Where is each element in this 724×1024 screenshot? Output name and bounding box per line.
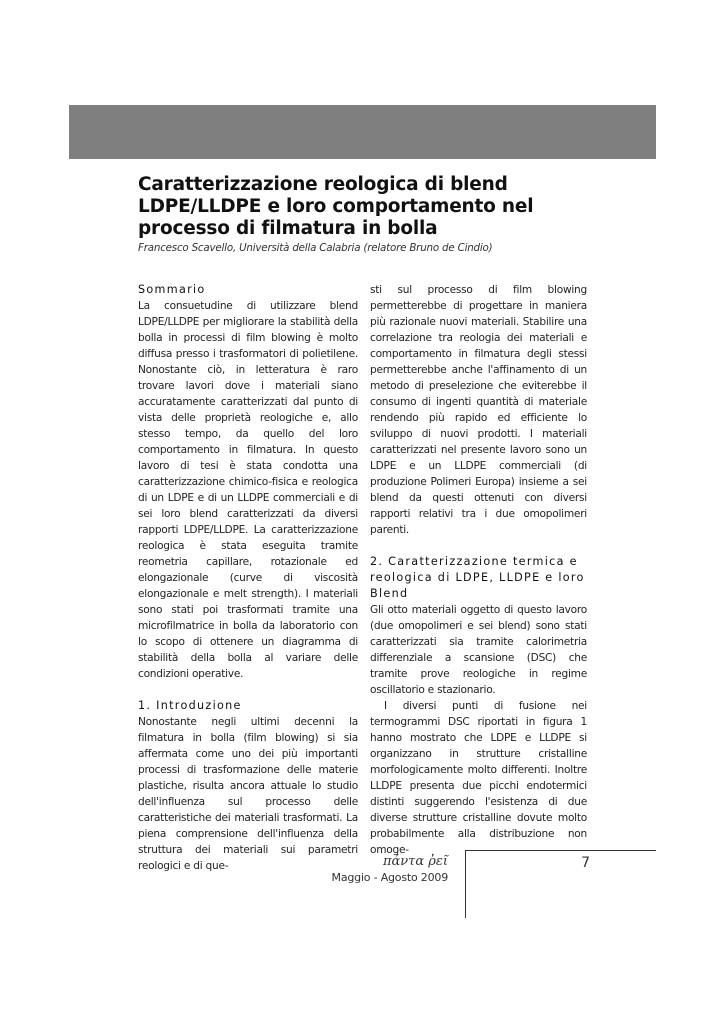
introduzione-text-right: sti sul processo di film blowing permetterebbe di progettare in maniera più razionale nuovi materiali. Stabilire una correlazione tra reologia dei materiali e comportamento in filmatura degli stessi permetterebbe anche l'affinamento di un metodo di preselezione che eviterebbe il consumo di ingenti quantità di materiale rendendo più rapido ed efficiente lo sviluppo di nuovi prodotti. I materiali caratterizzati nel presente lavoro sono un LDPE e un LLDPE commerciali (di produzione Polimeri Europa) insieme a sei blend da questi ottenuti con diversi rapporti relativi tra i due omopolimeri parenti. — [370, 284, 587, 536]
section-heading-sommario: Sommario — [138, 283, 206, 296]
journal-name: πάντα ῥεῖ — [382, 854, 448, 869]
column-left — [138, 282, 358, 874]
sommario-text: La consuetudine di utilizzare blend LDPE/LLDPE per migliorare la stabilità della bolla in processi di film blowing è molto diffusa presso i trasformatori di polietilene. Nonostante ciò, in letteratura è raro trovare lavori dove i materiali siano accuratamente caratterizzati dal punto di vista delle proprietà reologiche e, allo stesso tempo, da quello del loro comportamento in filmatura. In questo lavoro di tesi è stata condotta una caratterizzazione chimico-fisica e reologica di un LDPE e di un LLDPE commerciali e di sei loro blend caratterizzati da diversi rapporti LDPE/LLDPE. La caratterizzazione reologica è stata eseguita tramite reometria capillare, rotazionale ed elongazionale (curve di viscosità elongazionale e melt strength). I materiali sono stati poi trasformati tramite una microfilmatrice in bolla da laboratorio con lo scopo di ottenere un diagramma di stabilità della bolla al variare delle condizioni operative. — [138, 300, 358, 680]
article-author: Francesco Scavello, Università della Calabria (relatore Bruno de Cindio) — [138, 242, 493, 254]
footer-rule-vertical — [465, 850, 466, 918]
column-right — [370, 282, 587, 858]
caratterizzazione-paragraph-2: I diversi punti di fusione nei termogrammi DSC riportati in figura 1 hanno mostrato che LDPE e LLDPE si organizzano in strutture cristalline morfologicamente molto differenti. Inoltre LLDPE presenta due picchi endotermici distinti suggerendo l'esistenza di due diverse strutture cristalline dovute molto probabilmente alla distribuzione non omoge- — [370, 700, 587, 856]
introduzione-text-left: Nonostante negli ultimi decenni la filmatura in bolla (film blowing) si sia affermata come uno dei più importanti processi di trasformazione delle materie plastiche, risulta ancora attuale lo studio dell'influenza sul processo delle caratteristiche dei materiali trasformati. La piena comprensione dell'influenza della struttura dei materiali sui parametri reologici e di que- — [138, 716, 358, 872]
issue-date: Maggio - Agosto 2009 — [331, 871, 448, 884]
header-band — [69, 105, 656, 159]
section-heading-caratterizzazione: 2. Caratterizzazione termica e reologica di LDPE, LLDPE e loro Blend — [370, 555, 585, 600]
page-number: 7 — [581, 855, 590, 871]
article-title: Caratterizzazione reologica di blend LDPE/LLDPE e loro comportamento nel processo di filmatura in bolla — [138, 174, 534, 239]
footer-rule-horizontal — [465, 850, 656, 851]
caratterizzazione-paragraph-1: Gli otto materiali oggetto di questo lavoro (due omopolimeri e sei blend) sono stati caratterizzati sia tramite calorimetria differenziale a scansione (DSC) che tramite prove reologiche in regime oscillatorio e stazionario. — [370, 604, 587, 696]
section-heading-introduzione: 1. Introduzione — [138, 699, 242, 712]
